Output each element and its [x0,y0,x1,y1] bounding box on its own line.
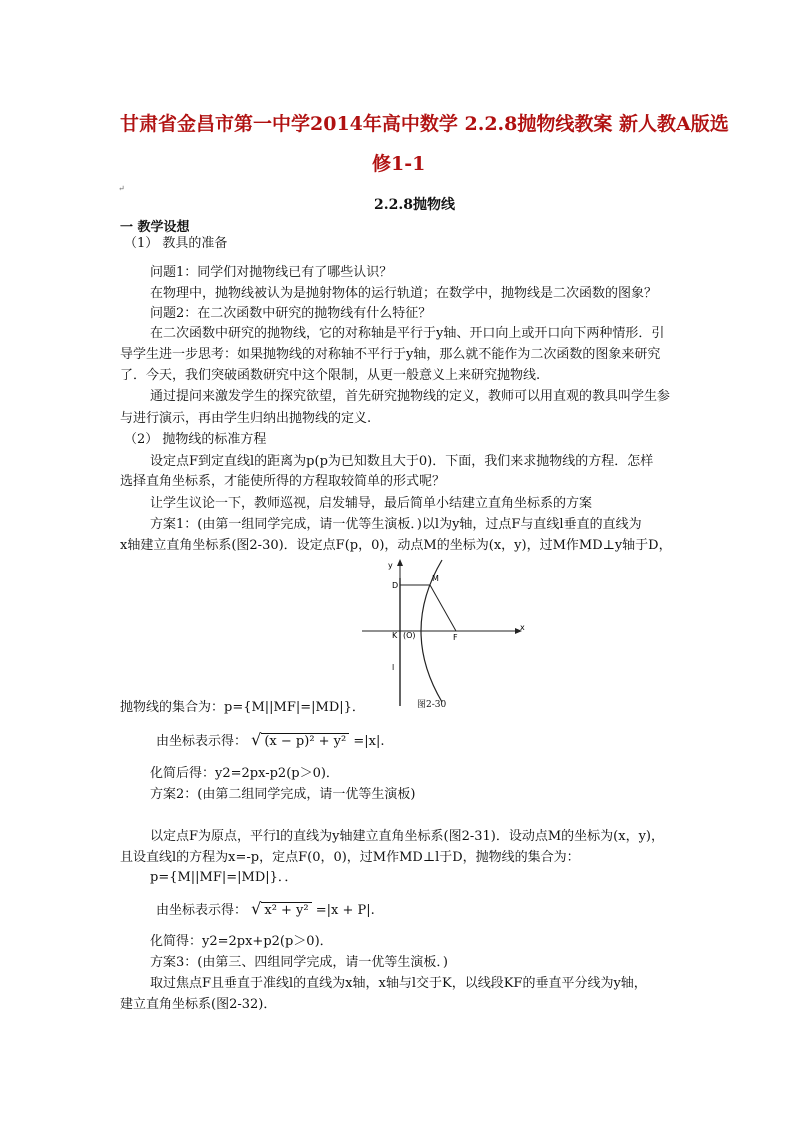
coord1-rhs: =|x|. [353,734,385,749]
label-O: (O) [403,631,416,640]
label-F: F [453,633,458,642]
question2: 问题2：在二次函数中研究的抛物线有什么特征？ [150,306,432,321]
paragraph2-line1: 通过提问来激发学生的探究欲望，首先研究抛物线的定义，教师可以用直观的教具叫学生参 [150,389,671,404]
label-l: l [392,663,395,672]
coord1-label: 由坐标表示得： [156,734,248,749]
paragraph4: 让学生议论一下，教师巡视，启发辅导，最后简单小结建立直角坐标系的方案 [150,496,593,511]
paragraph6-line2: 且设直线l的方程为x=-p，定点F(0，0)，过M作MD⊥l于D，抛物线的集合为： [120,850,580,865]
paragraph2-line2: 与进行演示，再由学生归纳出抛物线的定义. [120,411,372,426]
paragraph-mark: ↵ [118,184,125,193]
label-x: x [520,623,525,632]
document-title-line1: 甘肃省金昌市第一中学2014年高中数学 2.2.8抛物线教案 新人教A版选 [120,113,729,135]
segment-MF [430,585,456,631]
paragraph7-line1: 取过焦点F且垂直于准线l的直线为x轴，x轴与l交于K，以线段KF的垂直平分线为y轴， [150,976,647,991]
part1-heading: 一 教学设想 [120,220,190,235]
sqrt-sign-1: √ [251,730,262,749]
coord2 [156,899,375,918]
figure-caption: 图2-30 [417,700,447,710]
coord1-radicand: (x − p)² + y² [261,733,349,749]
set2: p={M||MF|=|MD|}．． [150,870,298,885]
paragraph1-line3: 了．今天，我们突破函数研究中这个限制，从更一般意义上来研究抛物线. [120,368,541,383]
simplified1: 化简后得：y2=2px-p2(p＞0)． [150,766,339,781]
simplified2: 化简得：y2=2px+p2(p＞0)． [150,934,333,949]
label-D: D [392,581,399,590]
plan3: 方案3：(由第三、四组同学完成，请一优等生演板．) [150,955,448,970]
plan1-line1: 方案1：(由第一组同学完成，请一优等生演板．)以l为y轴，过点F与直线l垂直的直线为 [150,517,642,532]
plan2: 方案2：(由第二组同学完成，请一优等生演板) [150,787,416,802]
label-K: K [392,631,398,640]
coord1 [156,730,385,749]
document-title-line2: 修1-1 [372,153,426,175]
paragraph7-line2: 建立直角坐标系(图2-32)． [120,997,277,1012]
coord2-label: 由坐标表示得： [156,903,248,918]
item2-heading: （2） 抛物线的标准方程 [124,432,267,447]
paragraph1-line1: 在二次函数中研究的抛物线，它的对称轴是平行于y轴、开口向上或开口向下两种情形．引 [150,326,665,341]
label-y: y [388,561,393,570]
set1: 抛物线的集合为：p={M||MF|=|MD|}． [120,700,365,715]
paragraph3-line2: 选择直角坐标系，才能使所得的方程取较简单的形式呢？ [120,474,446,489]
coord2-radicand: x² + y² [261,902,311,918]
paragraph3-line1: 设定点F到定直线l的距离为p(p为已知数且大于0)．下面，我们来求抛物线的方程．怎样 [150,454,654,469]
label-M: M [432,574,439,583]
question1: 问题1：同学们对抛物线已有了哪些认识？ [150,265,393,280]
coord2-rhs: =|x + P|. [315,903,375,918]
paragraph6-line1: 以定点F为原点，平行l的直线为y轴建立直角坐标系(图2-31)．设动点M的坐标为(x，y)， [150,829,665,844]
y-axis-arrow [397,559,403,566]
plan1-line2: x轴建立直角坐标系(图2-30)．设定点F(p，0)，动点M的坐标为(x，y)，过M作MD⊥y轴于D， [120,538,672,553]
paragraph1-line2: 导学生进一步思考：如果抛物线的对称轴不平行于y轴，那么就不能作为二次函数的图象来研究 [120,347,661,362]
item1-heading: （1） 教具的准备 [124,236,228,251]
section-heading: 2.2.8抛物线 [374,197,455,213]
sqrt-sign-2: √ [251,899,262,918]
answer1: 在物理中，抛物线被认为是抛射物体的运行轨道；在数学中，抛物线是二次函数的图象？ [150,286,658,301]
parabola-figure [360,558,530,718]
